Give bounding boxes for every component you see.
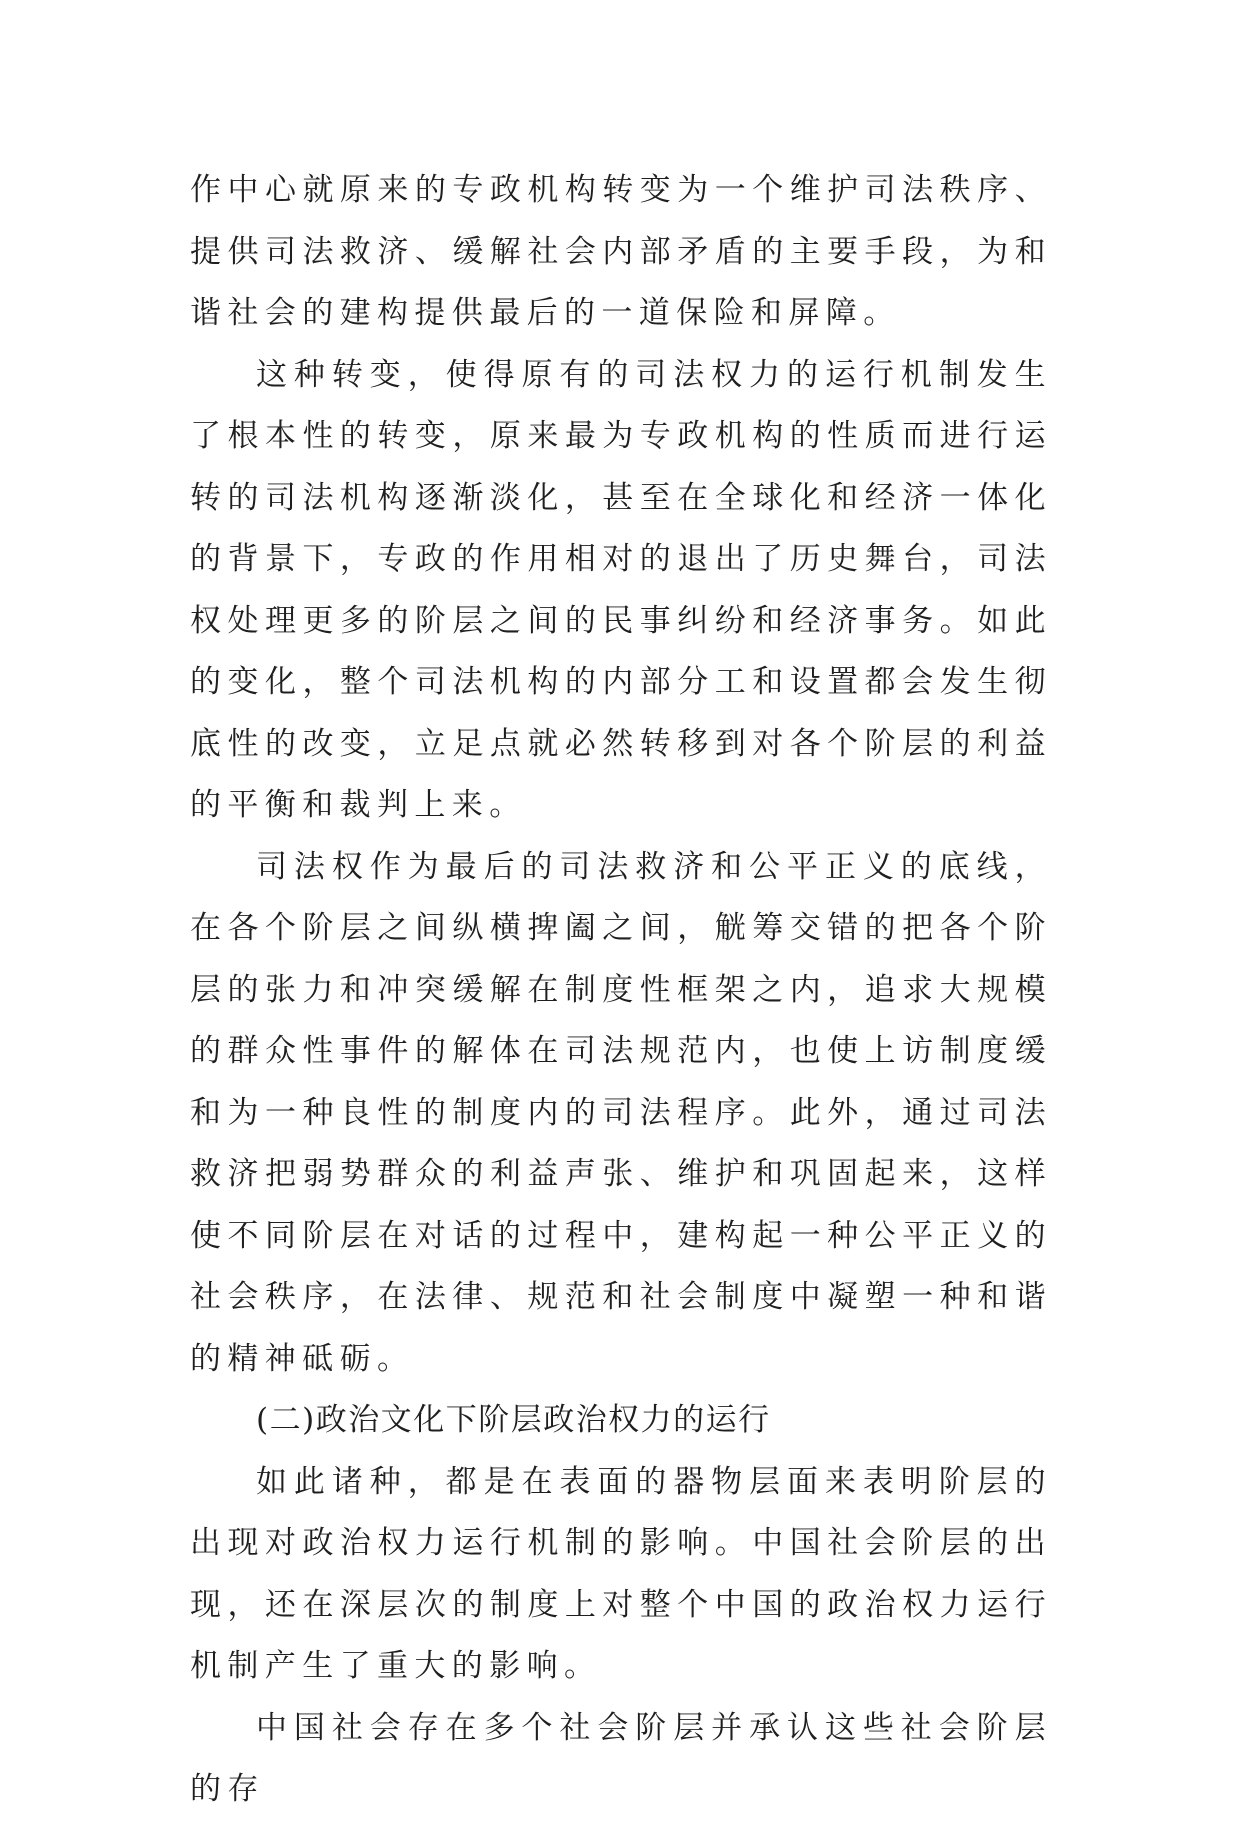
paragraph: 如此诸种，都是在表面的器物层面来表明阶层的出现对政治权力运行机制的影响。中国社会阶层的出现，还在深层次的制度上对整个中国的政治权力运行机制产生了重大的影响。 xyxy=(190,1463,1052,1684)
paragraph-continued: 作中心就原来的专政机构转变为一个维护司法秩序、提供司法救济、缓解社会内部矛盾的主要手段，为和谐社会的建构提供最后的一道保险和屏障。 xyxy=(190,172,1052,331)
section-heading: (二)政治文化下阶层政治权力的运行 xyxy=(256,1402,771,1438)
body-text xyxy=(190,160,1052,1821)
paragraph: 中国社会存在多个社会阶层并承认这些社会阶层的存 xyxy=(190,1709,1052,1807)
paragraph: 这种转变，使得原有的司法权力的运行机制发生了根本性的转变，原来最为专政机构的性质而进行运转的司法机构逐渐淡化，甚至在全球化和经济一体化的背景下，专政的作用相对的退出了历史舞台，司法权处理更多的阶层之间的民事纠纷和经济事务。如此的变化，整个司法机构的内部分工和设置都会发生彻底性的改变，立足点就必然转移到对各个阶层的利益的平衡和裁判上来。 xyxy=(190,356,1052,823)
paragraph: 司法权作为最后的司法救济和公平正义的底线，在各个阶层之间纵横捭阖之间，觥筹交错的把各个阶层的张力和冲突缓解在制度性框架之内，追求大规模的群众性事件的解体在司法规范内，也使上访制度缓和为一种良性的制度内的司法程序。此外，通过司法救济把弱势群众的利益声张、维护和巩固起来，这样使不同阶层在对话的过程中，建构起一种公平正义的社会秩序，在法律、规范和社会制度中凝塑一种和谐的精神砥砺。 xyxy=(190,848,1052,1377)
